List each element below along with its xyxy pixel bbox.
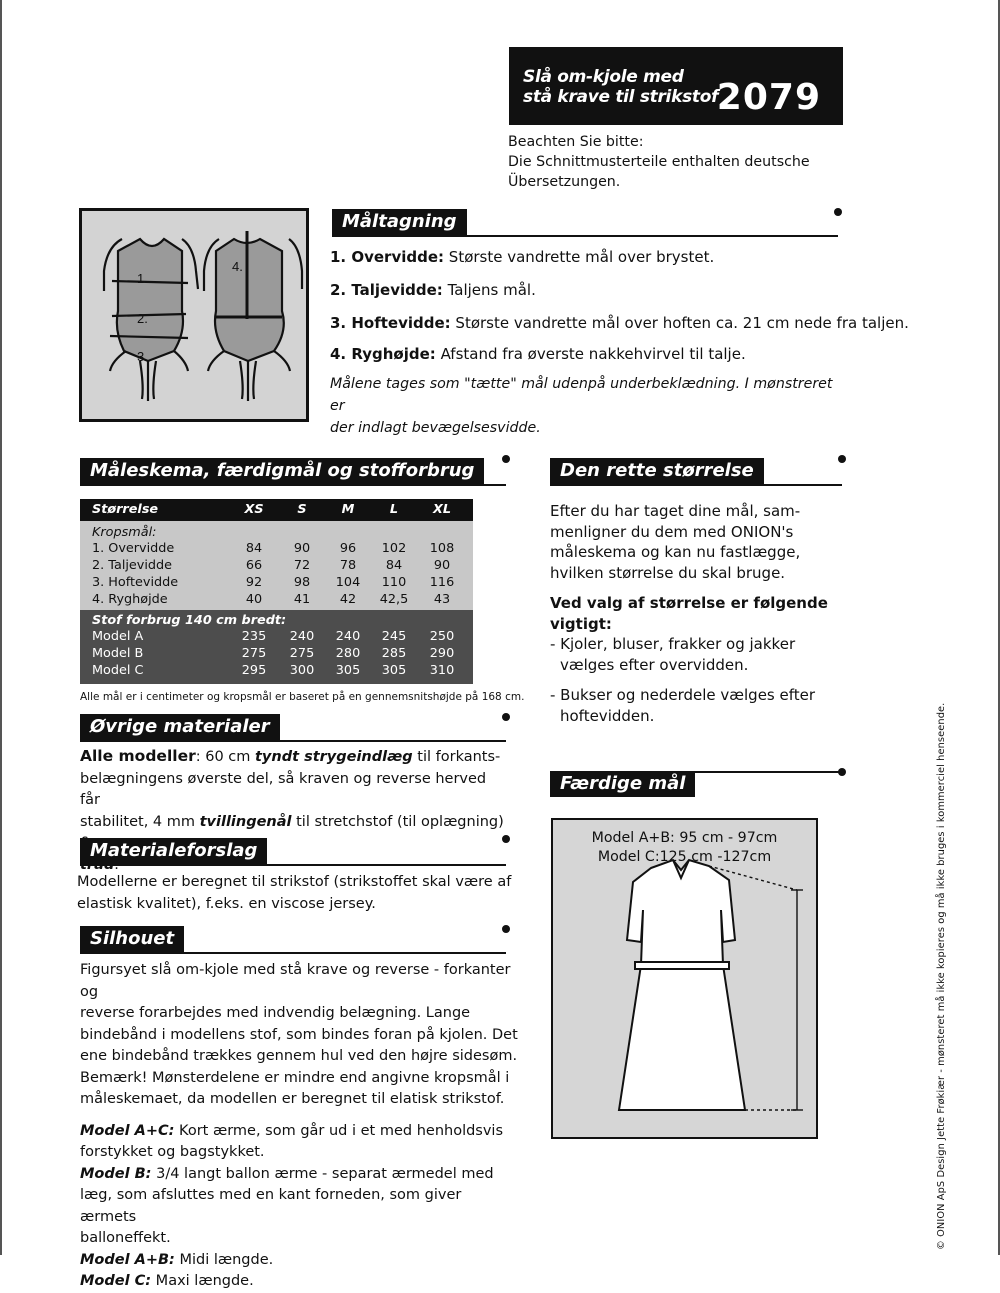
table-cell: 240	[289, 629, 315, 644]
table-row-label: 4. Ryghøjde	[92, 592, 168, 607]
header-cell: S	[297, 502, 307, 517]
model-b-line: læg, som afsluttes med en kant forneden, som giver ærmets	[80, 1187, 462, 1225]
model-label: Model A+C:	[80, 1122, 175, 1139]
table-cell: 235	[241, 629, 267, 644]
measurement-label: 4. Ryghøjde:	[330, 345, 436, 363]
text-run: tvillingenål	[199, 813, 292, 830]
section-rule	[80, 484, 506, 486]
section-rule	[332, 235, 838, 237]
finished-caption: Model C:125 cm -127cm	[597, 849, 772, 865]
german-note	[508, 132, 810, 192]
table-cell: 305	[335, 663, 361, 678]
measurement-label: 1. Overvidde:	[330, 248, 445, 266]
table-cell: 310	[429, 663, 455, 678]
all-models-label: Alle modeller	[80, 747, 196, 765]
right-size-text	[550, 501, 830, 726]
bullet-item-cont: hoftevidden.	[560, 706, 655, 725]
fabric-suggestion-line: elastisk kvalitet), f.eks. en viscose jersey.	[77, 895, 376, 912]
section-dot	[838, 455, 846, 463]
measurement-item	[330, 248, 714, 266]
table-cell: 108	[429, 541, 455, 556]
table-cell: 40	[245, 592, 263, 607]
important-heading: vigtigt:	[550, 614, 612, 633]
section-title: Silhouet	[80, 926, 184, 952]
table-row-label: 3. Hoftevidde	[92, 575, 179, 590]
section-title: Færdige mål	[550, 771, 695, 797]
section-dot	[502, 713, 510, 721]
page-border-left	[0, 0, 2, 1255]
table-cell: 240	[335, 629, 361, 644]
measurement-label: 2. Taljevidde:	[330, 281, 443, 299]
important-heading: Ved valg af størrelse er følgende	[550, 594, 828, 612]
fabric-usage-block	[80, 610, 473, 684]
header-cell: L	[389, 502, 399, 517]
table-cell: 90	[293, 541, 311, 556]
silhouette-line: reverse forarbejdes med indvendig belægning. Lange	[80, 1005, 471, 1021]
section-rule	[80, 864, 506, 866]
text-run: : 60 cm	[195, 749, 255, 765]
table-cell: 300	[289, 663, 315, 678]
section-title: Måleskema, færdigmål og stofforbrug	[80, 458, 484, 484]
fabric-suggestion-text	[77, 872, 517, 915]
table-row-label: Model C	[92, 663, 144, 678]
silhouette-line: bindebånd i modellens stof, som bindes foran på kjolen. Det	[80, 1026, 518, 1043]
section-dot	[502, 925, 510, 933]
text-run: Midi længde.	[174, 1251, 274, 1268]
spacer	[550, 583, 830, 593]
measurement-label: 3. Hoftevidde:	[330, 314, 451, 332]
measurement-item	[330, 314, 909, 332]
header-cell: XS	[244, 502, 264, 517]
section-title: Måltagning	[332, 209, 467, 235]
header-cell: Størrelse	[92, 502, 159, 517]
bullet-item: - Bukser og nederdele vælges efter	[550, 686, 816, 704]
table-cell: 290	[429, 646, 455, 661]
right-size-line: menligner du dem med ONION's	[550, 522, 794, 541]
right-size-line: måleskema og kan nu fastlægge,	[550, 543, 801, 561]
table-cell: 285	[381, 646, 407, 661]
section-dot	[502, 835, 510, 843]
table-cell: 102	[381, 541, 407, 556]
table-row-label: Model A	[92, 629, 144, 644]
section-title: Den rette størrelse	[550, 458, 764, 484]
model-label: Model C:	[80, 1273, 152, 1289]
model-b-line: balloneffekt.	[80, 1230, 171, 1246]
pattern-title-line2: stå krave til strikstof	[523, 87, 719, 107]
german-note-line: Beachten Sie bitte:	[508, 134, 644, 150]
text-run: til stretchstof (til oplægning)	[296, 813, 504, 830]
text-run: 3/4 langt ballon ærme - separat ærmedel med	[151, 1165, 494, 1182]
text-run: Maxi længde.	[151, 1273, 254, 1289]
figure-label-4: 4.	[232, 259, 243, 274]
bullet-item-cont: vælges efter overvidden.	[560, 655, 749, 674]
header-cell: M	[341, 502, 355, 517]
section-rule	[80, 740, 506, 742]
german-note-line: Übersetzungen.	[508, 174, 621, 190]
silhouette-line: måleskemaet, da modellen er beregnet til elatisk strikstof.	[80, 1091, 505, 1107]
block-heading: Kropsmål:	[92, 525, 157, 540]
measurement-text: Største vandrette mål over brystet.	[444, 248, 715, 266]
block-heading: Stof forbrug 140 cm bredt:	[92, 613, 287, 628]
figure-label-3: 3.	[137, 349, 148, 364]
model-b-line	[80, 1164, 520, 1186]
measuring-figure	[79, 208, 309, 422]
body-measurements-block	[80, 521, 473, 610]
right-size-line: Efter du har taget dine mål, sam-	[550, 502, 801, 520]
figure-label-2: 2.	[137, 311, 148, 326]
silhouette-line: Bemærk! Mønsterdelene er mindre end angivne kropsmål i	[80, 1069, 510, 1086]
finished-caption: Model A+B: 95 cm - 97cm	[591, 830, 778, 846]
table-cell: 42	[339, 592, 357, 607]
table-row-label: Model B	[92, 646, 144, 661]
table-cell: 96	[339, 541, 357, 556]
table-row-label: 1. Overvidde	[92, 541, 175, 556]
table-cell: 275	[241, 646, 267, 661]
table-cell: 98	[293, 575, 311, 590]
silhouette-line: Figursyet slå om-kjole med stå krave og reverse - forkanter og	[80, 962, 511, 1000]
table-cell: 295	[241, 663, 267, 678]
copyright-notice: © ONION ApS Design Jette Frøkiær - mønsteret må ikke kopieres og må ikke bruges i kommerciel henseende.	[936, 702, 947, 1250]
size-table-header	[80, 499, 473, 521]
measurement-text: Taljens mål.	[442, 281, 536, 299]
bullet-item: - Kjoler, bluser, frakker og jakker	[550, 635, 796, 653]
text-run: tyndt strygeindlæg	[255, 749, 413, 765]
right-size-line: hvilken størrelse du skal bruge.	[550, 563, 786, 582]
model-label: Model B:	[80, 1165, 152, 1182]
section-dot	[834, 208, 842, 216]
table-cell: 66	[245, 558, 263, 573]
table-cell: 72	[293, 558, 311, 573]
table-cell: 245	[381, 629, 407, 644]
pattern-title-line1: Slå om-kjole med	[523, 67, 684, 87]
section-dot	[838, 768, 846, 776]
text-run: til forkants-	[412, 749, 501, 765]
table-cell: 43	[433, 592, 451, 607]
table-cell: 41	[293, 592, 311, 607]
title-box	[509, 47, 843, 125]
silhouette-line: ene bindebånd trækkes gennem hul ved den højre sidesøm.	[80, 1048, 518, 1064]
table-footnote: Alle mål er i centimeter og kropsmål er baseret på en gennemsnitshøjde på 168 cm.	[80, 691, 525, 703]
table-cell: 305	[381, 663, 407, 678]
table-cell: 84	[385, 558, 403, 573]
pattern-title	[523, 67, 718, 107]
materials-line: belægningens øverste del, så kraven og reverse herved får	[80, 770, 487, 808]
measurement-note	[330, 373, 850, 439]
table-cell: 42,5	[379, 592, 409, 607]
german-note-line: Die Schnittmusterteile enthalten deutsche	[508, 154, 810, 170]
section-title: Øvrige materialer	[80, 714, 280, 740]
figure-label-1: 1.	[137, 271, 148, 286]
model-ac-line	[80, 1121, 520, 1143]
dress-figure	[551, 818, 818, 1139]
table-cell: 78	[339, 558, 357, 573]
silhouette-text	[80, 960, 520, 1293]
section-title: Materialeforslag	[80, 838, 267, 864]
table-cell: 116	[429, 575, 455, 590]
materials-line	[80, 746, 510, 769]
model-ac-line: forstykket og bagstykket.	[80, 1144, 265, 1160]
measurement-text: Største vandrette mål over hoften ca. 21 cm nede fra taljen.	[450, 314, 909, 332]
measurement-text: Afstand fra øverste nakkehvirvel til talje.	[435, 345, 746, 363]
section-rule	[550, 771, 842, 773]
section-rule	[550, 484, 842, 486]
table-cell: 250	[429, 629, 455, 644]
spacer	[80, 1111, 520, 1121]
table-cell: 275	[289, 646, 315, 661]
measurement-note-line: der indlagt bevægelsesvidde.	[330, 420, 541, 436]
table-cell: 92	[245, 575, 263, 590]
model-label: Model A+B:	[80, 1251, 175, 1268]
header-cell: XL	[432, 502, 452, 517]
model-c-line	[80, 1271, 520, 1293]
table-row-label: 2. Taljevidde	[92, 558, 173, 573]
spacer	[550, 675, 830, 685]
pattern-number: 2079	[716, 77, 821, 118]
table-cell: 90	[433, 558, 451, 573]
table-cell: 104	[335, 575, 361, 590]
text-run: stabilitet, 4 mm	[80, 813, 200, 830]
table-cell: 280	[335, 646, 361, 661]
measurement-note-line: Målene tages som "tætte" mål udenpå underbeklædning. I mønstreret er	[330, 376, 833, 414]
section-rule	[80, 952, 506, 954]
section-dot	[502, 455, 510, 463]
fabric-suggestion-line: Modellerne er beregnet til strikstof (strikstoffet skal være af	[77, 874, 512, 890]
table-cell: 110	[381, 575, 407, 590]
measurement-item	[330, 281, 536, 299]
table-cell: 84	[245, 541, 263, 556]
model-ab-line	[80, 1250, 520, 1272]
text-run: Kort ærme, som går ud i et med henholdsvis	[174, 1122, 504, 1139]
measurement-item	[330, 345, 746, 363]
